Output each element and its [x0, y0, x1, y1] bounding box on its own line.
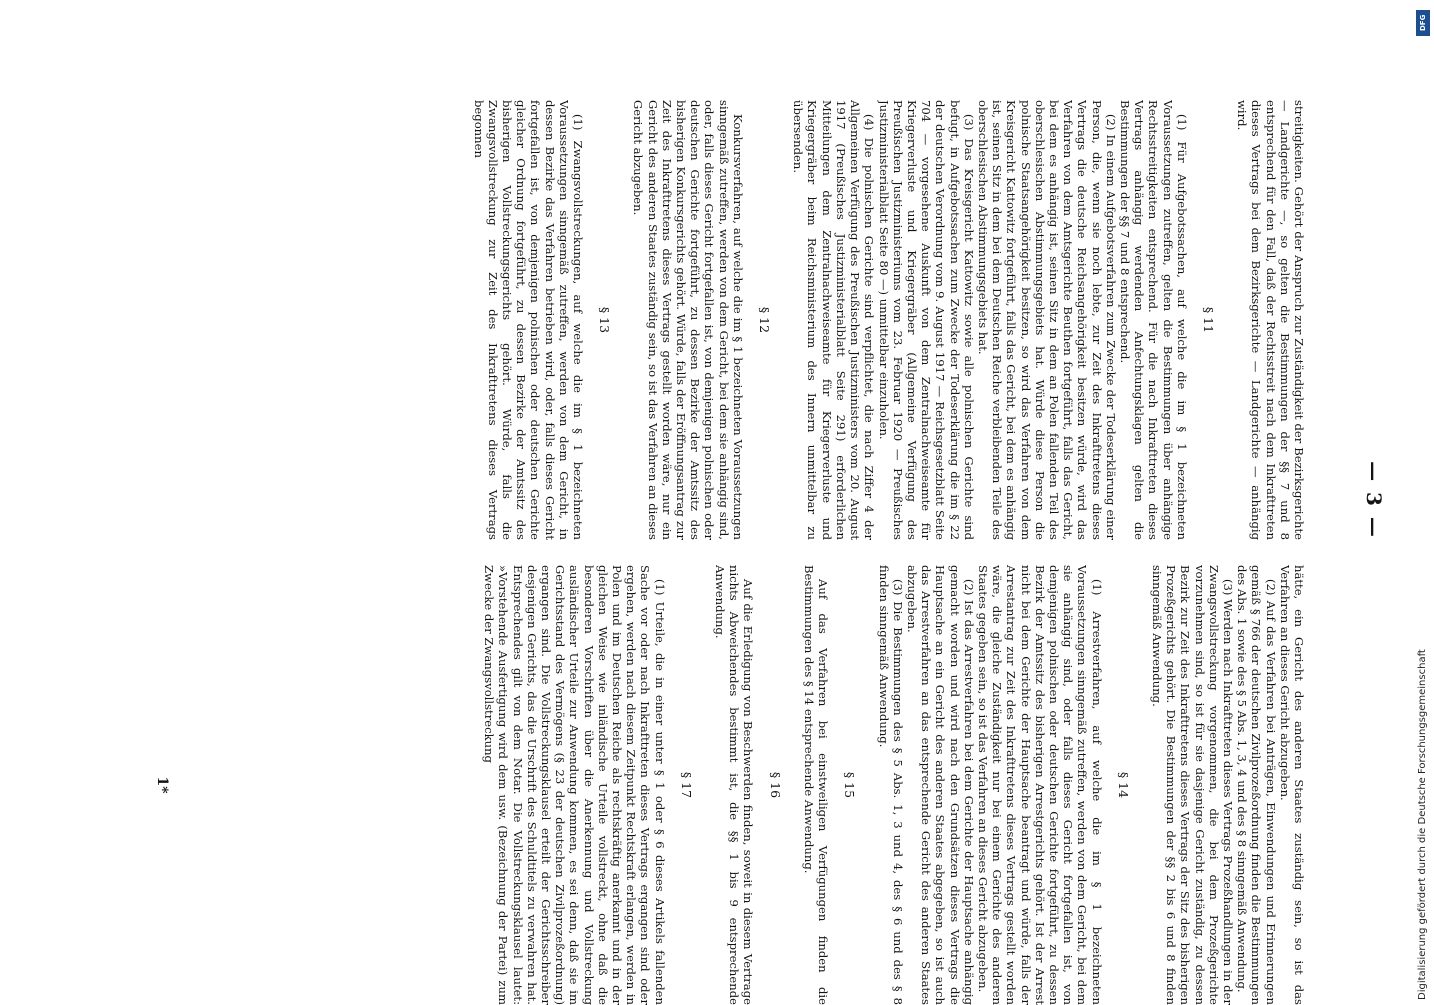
printer-signature: 1* — [154, 776, 170, 794]
paragraph: (2) In einem Aufgebotsverfahren zum Zwecke der Todeserklärung einer Person, die, wenn sie noch lebte, zur Zeit des Inkrafttretens dieses Vertrags die deutsche Reichsangehörigkeit besitzen würde, wird das Verfahren von dem Amtsgerichte Beuthen fortgeführt, falls das Gericht, bei dem es anhängig ist, seinen Sitz in dem an Polen fallenden Teil des oberschlesischen Abstimmungsgebiets hat. Würde diese Person die polnische Staatsangehörigkeit besitzen, so wird das Verfahren von dem Kreisgericht Kattowitz fortgeführt, falls das Gericht, bei dem es anhängig ist, seinen Sitz in dem bei dem Deutschen Reiche verbleibenden Teile des oberschlesischen Abstimmungsgebiets hat. — [975, 100, 1118, 540]
section-heading-15: § 15 — [842, 771, 858, 799]
section-heading-14: § 14 — [1115, 771, 1131, 799]
paragraph: (3) Werden nach Inkrafttreten dieses Vertrags Prozeßhandlungen in der Zwangsvollstreckung vorgenommen, die bei dem Prozeßgerichte vorzunehmen sind, so ist für sie dasjenige Gericht zuständig, zu dessen Bezirk zur Zeit des Inkrafttretens dieses Vertrags der Sitz des bisherigen Prozeßgerichts gehört. Die Bestimmungen der §§ 2 bis 6 und 8 finden sinngemäß Anwendung. — [1149, 565, 1235, 1005]
dfg-logo: DFG — [1416, 10, 1430, 36]
document-page — [100, 0, 1410, 1005]
right-column — [116, 565, 1306, 1005]
section-heading-16: § 16 — [767, 771, 783, 799]
paragraph: Auf die Erledigung von Beschwerden finden, soweit in diesem Vertrage nichts Abweichendes bestimmt ist, die §§ 1 bis 9 entsprechende Anwendung. — [713, 565, 756, 1005]
section-heading-11: § 11 — [1200, 306, 1216, 334]
page-number: — 3 — — [1362, 461, 1386, 539]
left-column — [116, 100, 1306, 540]
section-heading-17: § 17 — [678, 771, 694, 799]
section-heading-12: § 12 — [757, 306, 773, 334]
paragraph: (1) Zwangsvollstreckungen, auf welche die im § 1 bezeichneten Voraussetzungen sinngemäß zutreffen, werden von dem Gericht, in dessen Bezirke das Verfahren betrieben wird, oder, falls dieses Gericht fortgefallen ist, von demjenigen polnischen oder deutschen Gerichte gleicher Ordnung fortgeführt, zu dessen Bezirke der Amtssitz des bisherigen Vollstreckungsgerichts gehört. Würde, falls die Zwangsvollstreckung zur Zeit des Inkrafttretens dieses Vertrags begonnen — [471, 100, 586, 540]
section-heading-13: § 13 — [597, 306, 613, 334]
paragraph: Konkursverfahren, auf welche die im § 1 bezeichneten Voraussetzungen sinngemäß zutreffen, werden von dem Gericht, bei dem sie anhängig sind, oder, falls dieses Gericht fortgefallen ist, von demjenigen polnischen oder deutschen Gerichte fortgeführt, zu dessen Bezirke der Amtssitz des bisherigen Konkursgerichts gehört. Würde, falls der Eröffnungsantrag zur Zeit des Inkrafttretens dieses Vertrags gestellt worden wäre, nur ein Gericht des anderen Staates zuständig sein, so ist das Verfahren an dieses Gericht abzugeben. — [631, 100, 745, 540]
paragraph: hätte, ein Gericht des anderen Staates zuständig sein, so ist das Verfahren an dieses Gericht abzugeben. — [1277, 565, 1306, 1005]
paragraph: (1) Urteile, die in einer unter § 1 oder § 6 dieses Artikels fallenden Sache vor oder nach Inkrafttreten dieses Vertrags ergangen sind oder ergehen, werden nach diesem Zeitpunkt Rechtskraft erlangen, werden in Polen und im Deutschen Reiche als rechtskräftig anerkannt und in der gleichen Weise wie inländische Urteile vollstreckt, ohne daß die besonderen Vorschriften über die Anerkennung und Vollstreckung ausländischer Urteile zur Anwendung kommen, es sei denn, daß sie im Gerichtsstand des Vermögens (§ 23 der deutschen Zivilprozeßordnung) ergangen sind. Die Vollstreckungsklausel erteilt der Gerichtsschreiber desjenigen Gerichts, das die Urschrift des Schuldtitels zu verwahren hat. Entsprechendes gilt von dem Notar. Die Vollstreckungsklausel lautet: »Vorstehende Ausfertigung wird dem usw. (Bezeichnung der Partei) zum Zwecke der Zwangsvollstreckung — [482, 565, 667, 1005]
paragraph: Auf das Verfahren bei einstweiligen Verfügungen finden die Bestimmungen des § 14 entsprechende Anwendung. — [801, 565, 831, 1005]
paragraph: (2) Auf das Verfahren bei Anträgen, Einwendungen und Erinnerungen gemäß § 766 der deutschen Zivilprozeßordnung finden die Bestimmungen des Abs. 1 sowie des § 5 Abs. 1, 3, 4 und des § 8 sinngemäß Anwendung. — [1235, 565, 1278, 1005]
paragraph: streitigkeiten. Gehört der Anspruch zur Zuständigkeit der Bezirksgerichte — Landgerichte —, so gelten die Bestimmungen der §§ 7 und 8 entsprechend für den Fall, daß der Rechtsstreit nach dem Inkrafttreten dieses Vertrags bei dem Bezirksgerichte — Landgerichte — anhängig wird. — [1235, 100, 1306, 540]
paragraph: (2) Ist das Arrestverfahren bei dem Gerichte der Hauptsache anhängig gemacht worden und wird nach den Grundsätzen dieses Vertrags die Hauptsache an ein Gericht des anderen Staates abgegeben, so ist auch das Arrestverfahren an das entsprechende Gericht des anderen Staates abzugeben. — [904, 565, 976, 1005]
digitization-notice — [1416, 10, 1430, 1000]
paragraph: (3) Das Kreisgericht Kattowitz sowie alle polnischen Gerichte sind befugt, in Aufgebotssachen zum Zwecke der Todeserklärung die im § 22 der deutschen Verordnung vom 9. August 1917 — Reichsgesetzblatt Seite 704 — vorgesehene Auskunft von dem Zentralnachweiseamte für Kriegerverluste und Kriegergräber (Allgemeine Verfügung des Preußischen Justizministeriums vom 23. Februar 1920 — Preußisches Justizministerialblatt Seite 80 —) unmittelbar einzuholen. — [876, 100, 976, 540]
paragraph: (1) Arrestverfahren, auf welche die im § 1 bezeichneten Voraussetzungen sinngemäß zutreffen, werden von dem Gericht, bei dem sie anhängig sind, oder falls dieses Gericht fortgefallen ist, von demjenigen polnischen oder deutschen Gerichte fortgeführt, zu dessen Bezirk der Amtssitz des bisherigen Arrestgerichts gehört. Ist der Arrest nicht bei dem Gerichte der Hauptsache beantragt und würde, falls der Arrestantrag zur Zeit des Inkrafttretens dieses Vertrags gestellt worden wäre, die gleiche Zuständigkeit nur bei einem Gerichte des anderen Staates gegeben sein, so ist das Verfahren an dieses Gericht abzugeben. — [975, 565, 1104, 1005]
paragraph: (4) Die polnischen Gerichte sind verpflichtet, die nach Ziffer 4 der Allgemeinen Verfügung des Preußischen Justizministers vom 20. August 1917 (Preußisches Justizministerialblatt Seite 291) erforderlichen Mitteilungen dem Zentralnachweiseamte für Kriegerverluste und Kriegergräber beim Reichsministerium des Innern unmittelbar zu übersenden. — [791, 100, 877, 540]
paragraph: (1) Für Aufgebotssachen, auf welche die im § 1 bezeichneten Voraussetzungen zutreffen, gelten die Bestimmungen über anhängige Rechtsstreitigkeiten entsprechend. Für die nach Inkrafttreten dieses Vertrags anhängig werdenden Anfechtungsklagen gelten die Bestimmungen der §§ 7 und 8 entsprechend. — [1117, 100, 1189, 540]
paragraph: (3) Die Bestimmungen des § 5 Abs. 1, 3 und 4, des § 6 und des § 8 finden sinngemäß Anwendung. — [876, 565, 905, 1005]
digitization-notice-text: Digitalisierung gefördert durch die Deutsche Forschungsgemeinschaft — [1417, 649, 1428, 1000]
